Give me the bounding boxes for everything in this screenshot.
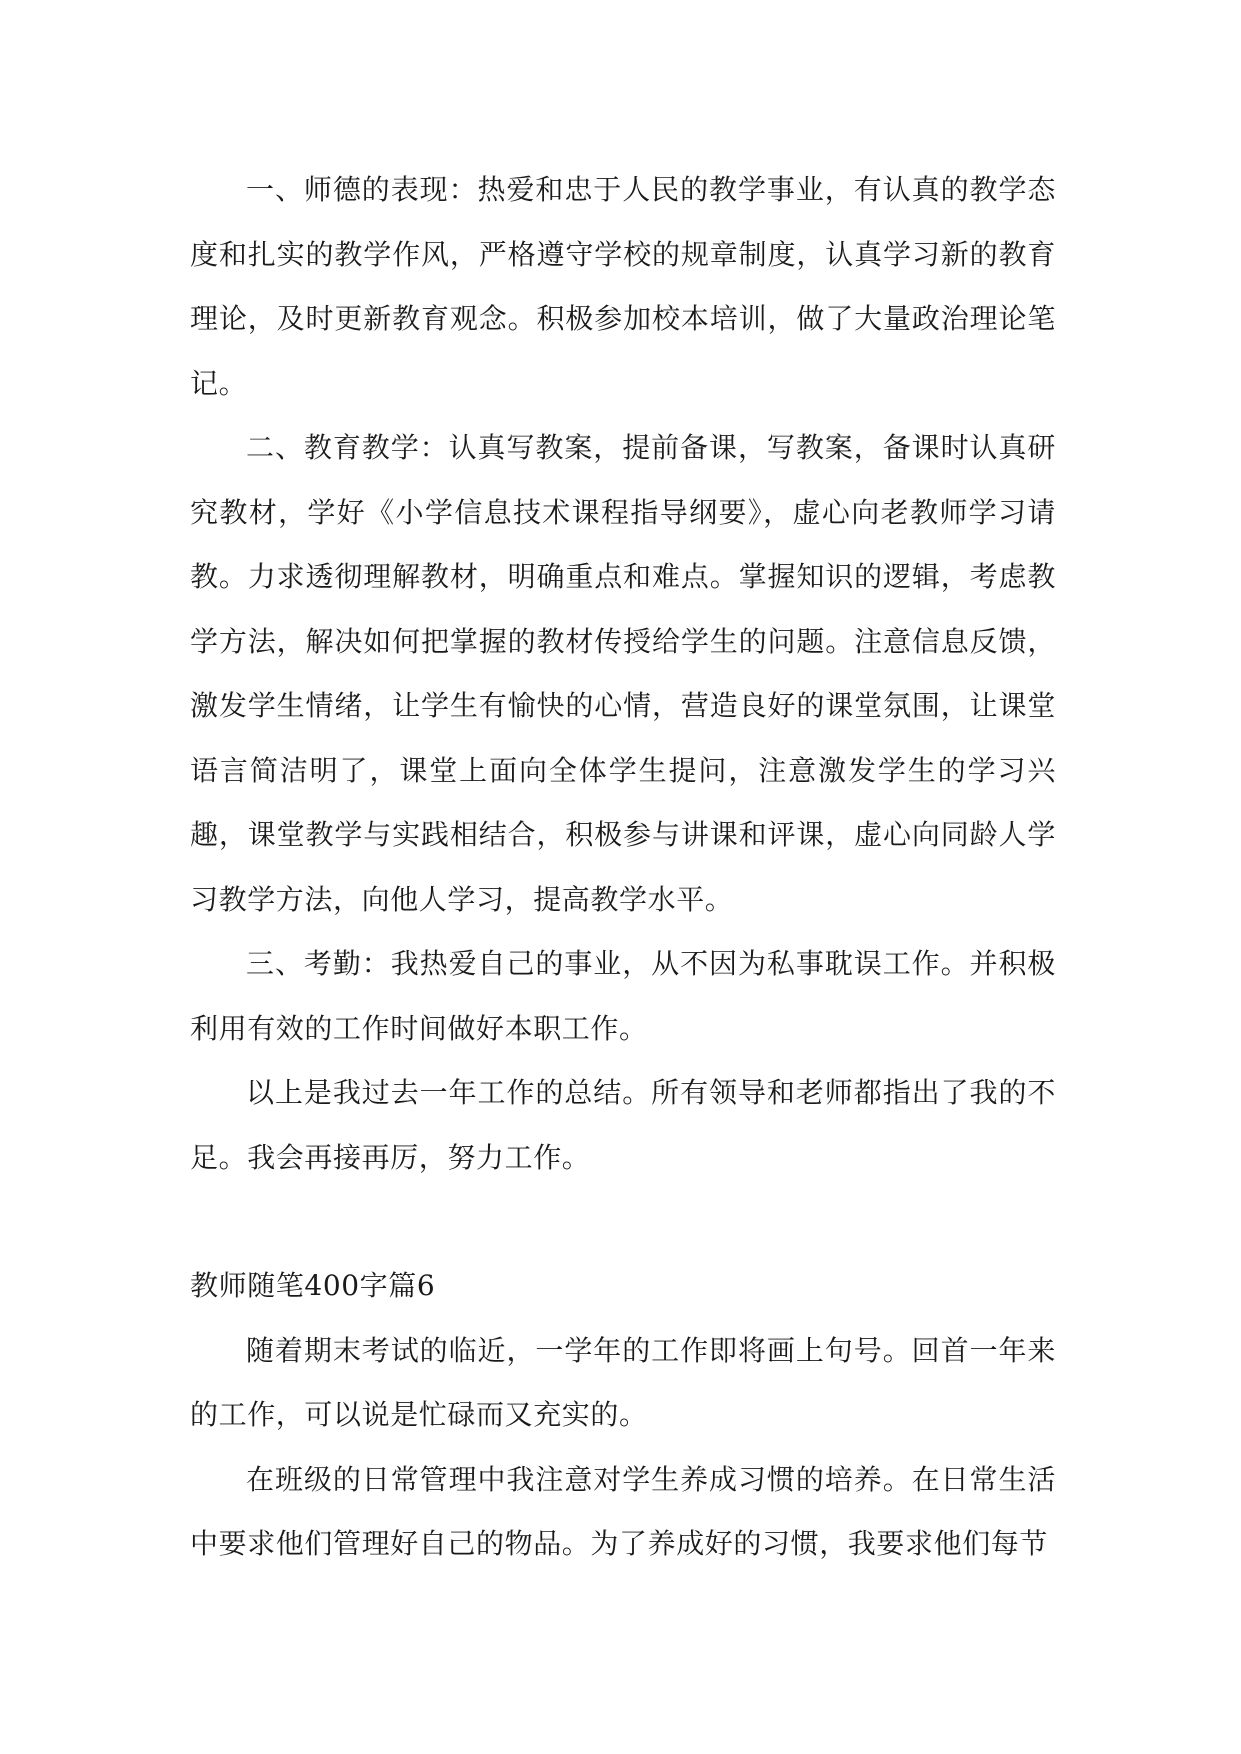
paragraph-education-teaching: 二、教育教学：认真写教案，提前备课，写教案，备课时认真研究教材，学好《小学信息技术课程指导纲要》，虚心向老教师学习请教。力求透彻理解教材，明确重点和难点。掌握知识的逻辑，考虑教学方法，解决如何把掌握的教材传授给学生的问题。注意信息反馈，激发学生情绪，让学生有愉快的心情，营造良好的课堂氛围，让课堂语言简洁明了，课堂上面向全体学生提问，注意激发学生的学习兴趣，课堂教学与实践相结合，积极参与讲课和评课，虚心向同龄人学习教学方法，向他人学习，提高教学水平。 — [190, 431, 1056, 916]
paragraph-teacher-ethics: 一、师德的表现：热爱和忠于人民的教学事业，有认真的教学态度和扎实的教学作风，严格遵守学校的规章制度，认真学习新的教育理论，及时更新教育观念。积极参加校本培训，做了大量政治理论笔记。 — [190, 173, 1056, 400]
section-heading: 教师随笔400字篇6 — [190, 1269, 436, 1302]
paragraph-final-exam: 随着期末考试的临近，一学年的工作即将画上句号。回首一年来的工作，可以说是忙碌而又充实的。 — [190, 1333, 1056, 1431]
paragraph-class-management: 在班级的日常管理中我注意对学生养成习惯的培养。在日常生活中要求他们管理好自己的物品。为了养成好的习惯，我要求他们每节 — [190, 1462, 1056, 1560]
section-spacer — [190, 1190, 1056, 1254]
paragraph-summary: 以上是我过去一年工作的总结。所有领导和老师都指出了我的不足。我会再接再厉，努力工作。 — [190, 1076, 1056, 1174]
paragraph-attendance: 三、考勤：我热爱自己的事业，从不因为私事耽误工作。并积极利用有效的工作时间做好本职工作。 — [190, 947, 1056, 1045]
document-body — [190, 158, 1056, 1577]
